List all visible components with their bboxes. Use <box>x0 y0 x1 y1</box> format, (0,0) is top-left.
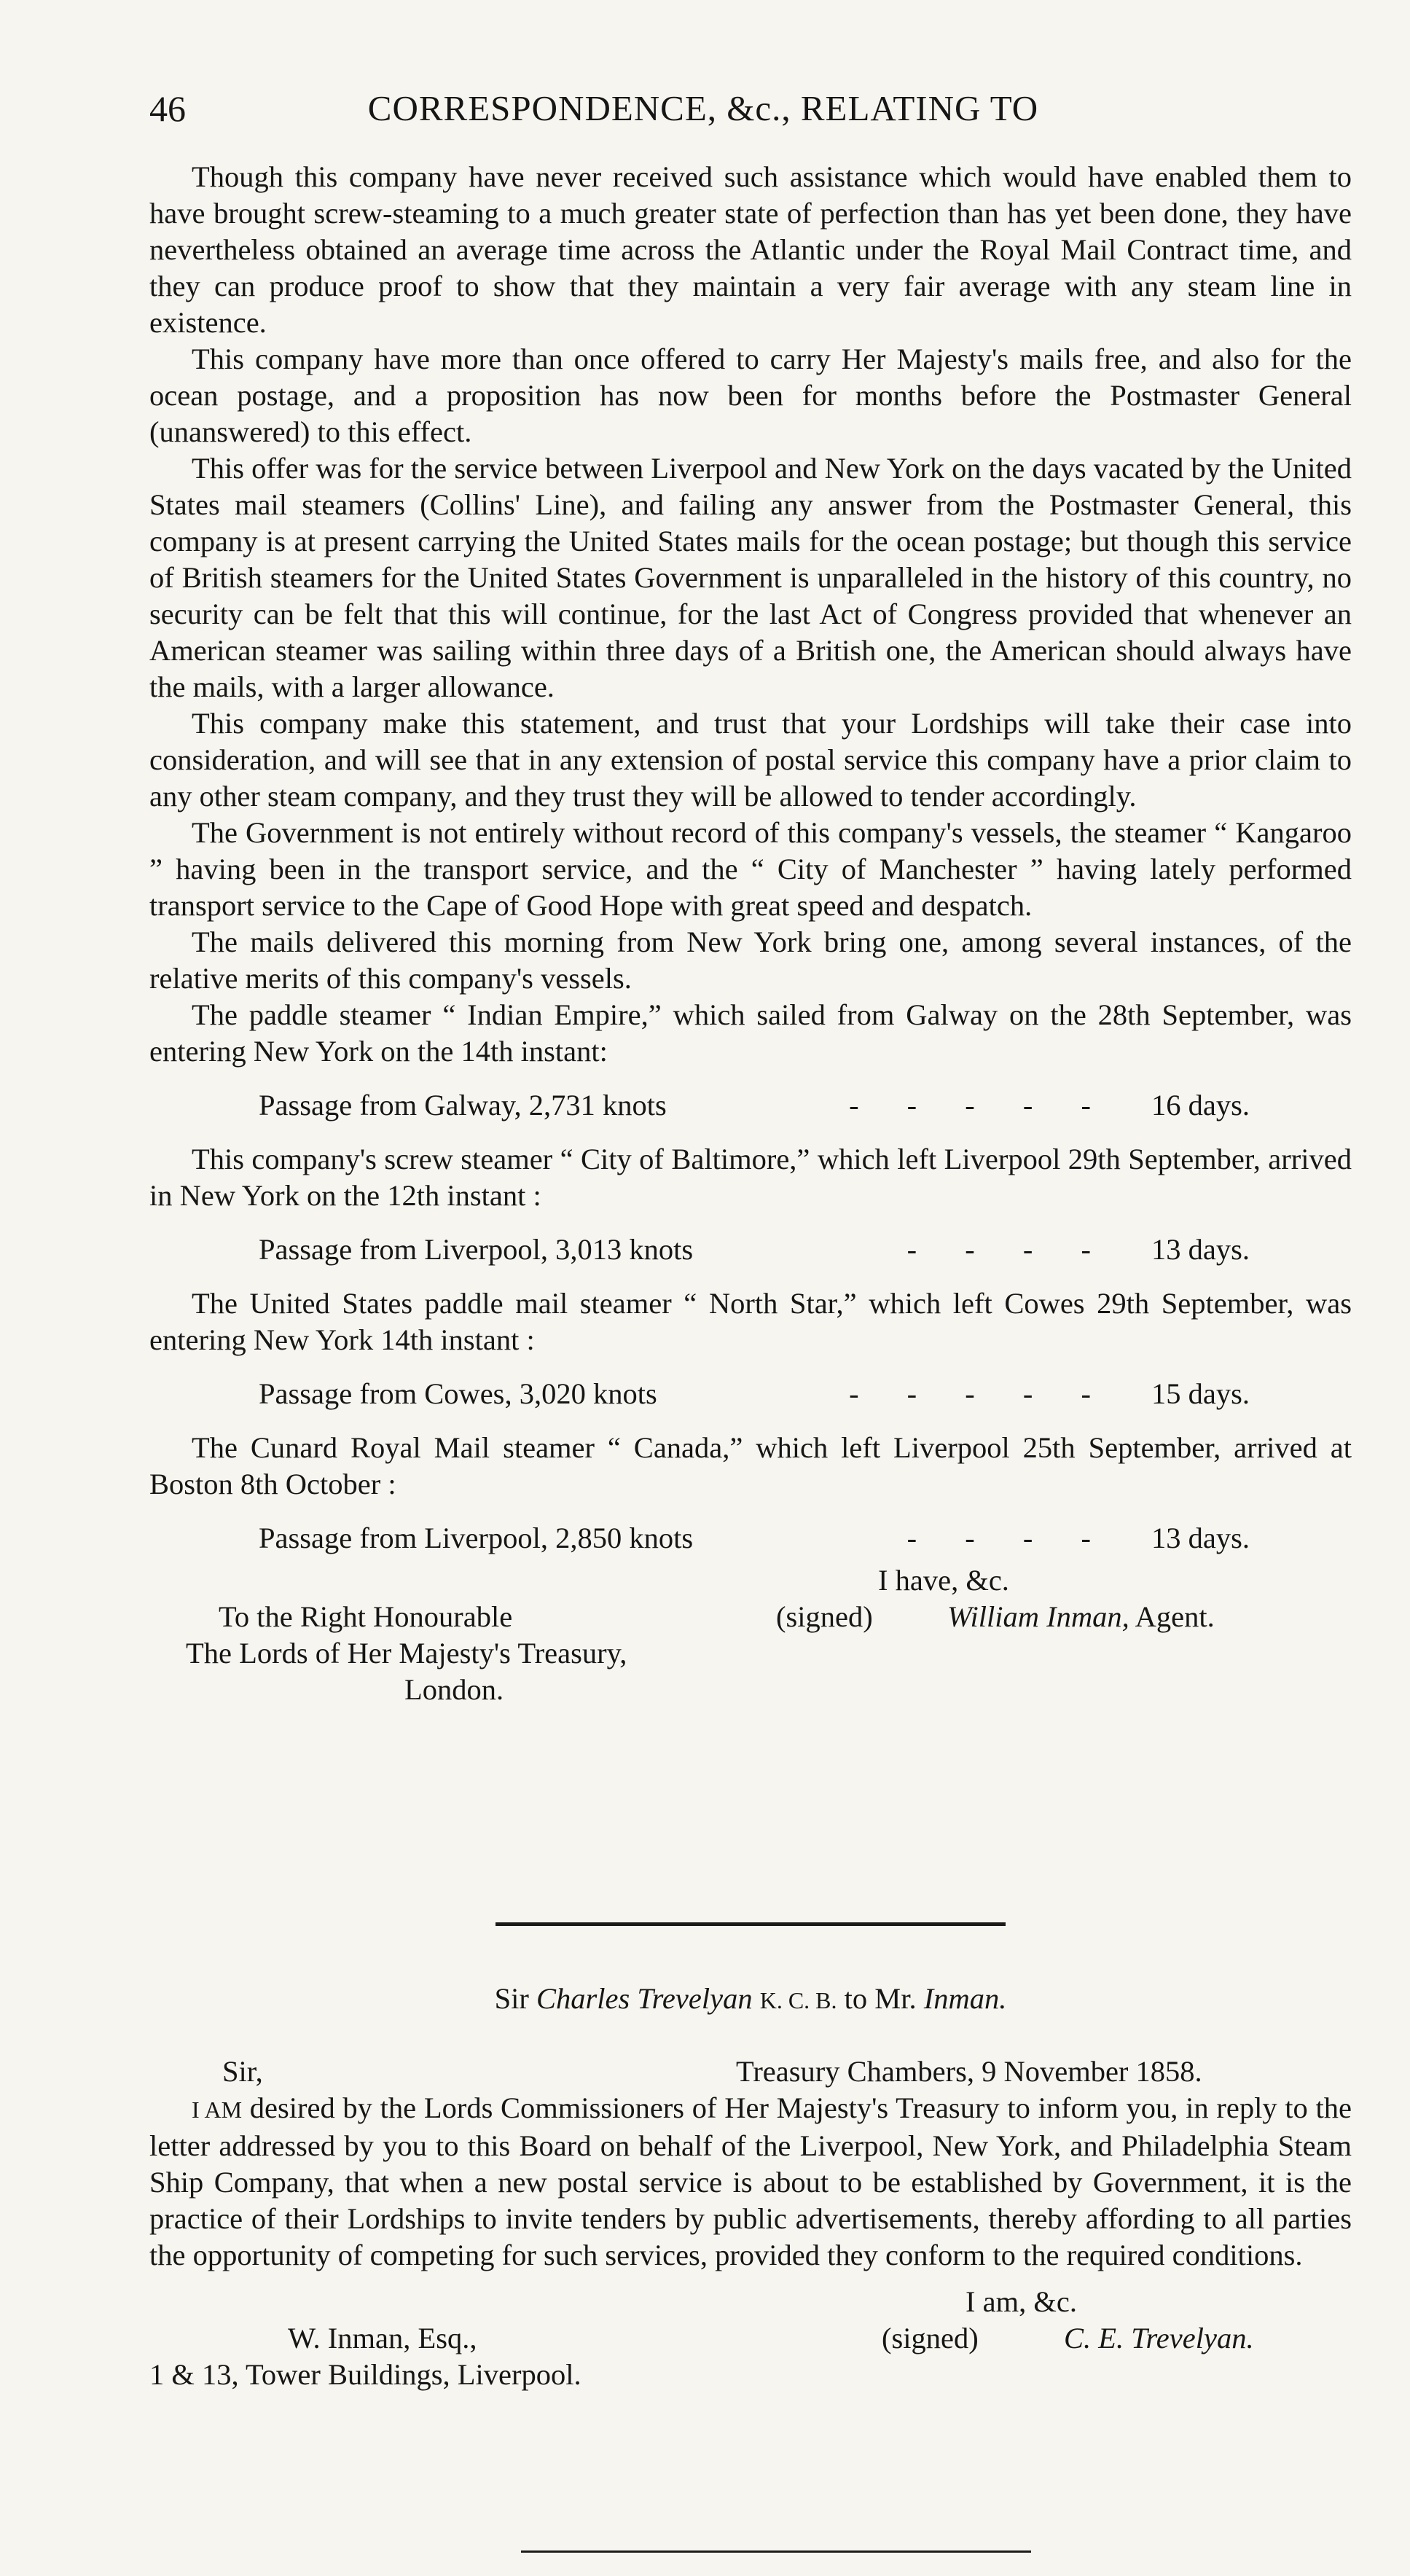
paragraph: Though this company have never received such assistance which would have enabled them to have brought screw-steaming to a much greater state of perfection than has yet been done, they have nevertheless obtained an average time across the Atlantic under the Royal Mail Contract time, and they can produce proof to show that they maintain a very fair average with any steam line in existence. <box>149 160 1352 339</box>
passage-days: 13 days. <box>1151 1233 1250 1266</box>
paragraph: The Cunard Royal Mail steamer “ Canada,” which left Liverpool 25th September, arrived at Boston 8th October : <box>149 1431 1352 1500</box>
running-title: CORRESPONDENCE, &c., RELATING TO <box>367 88 1039 128</box>
heading-to: to Mr. <box>844 1982 917 2015</box>
dateline: Treasury Chambers, 9 November 1858. <box>736 2055 1202 2088</box>
paragraph: The Government is not entirely without record of this company's vessels, the steamer “ Kangaroo ” having been in the transport service, and the “ City of Manchester ” having lately performed transport service to the Cape of Good Hope with great speed and despatch. <box>149 816 1352 922</box>
passage-days: 13 days. <box>1151 1522 1250 1554</box>
passage-route: Passage from Liverpool, 2,850 knots <box>259 1522 694 1554</box>
paragraph: This company make this statement, and trust that your Lordships will take their case into consideration, and will see that in any extension of postal service this company have a prior claim to any other steam company, and they trust they will be allowed to tender accordingly. <box>149 707 1352 813</box>
passage-route: Passage from Galway, 2,731 knots <box>259 1089 667 1121</box>
signatory <box>947 1599 1215 1635</box>
signatory-name: William Inman, <box>947 1600 1129 1633</box>
signatory-title: Agent. <box>1135 1600 1215 1633</box>
passage-route: Passage from Cowes, 3,020 knots <box>259 1377 657 1410</box>
addressee-line: 1 & 13, Tower Buildings, Liverpool. <box>149 2358 581 2391</box>
signed-label: (signed) <box>776 1600 873 1633</box>
signed-label: (signed) <box>882 2322 979 2354</box>
paragraph: This company's screw steamer “ City of Baltimore,” which left Liverpool 29th September, arrived in New York on the 12th instant : <box>149 1143 1352 1212</box>
letter2-heading <box>149 1981 1352 2019</box>
heading-word: Sir <box>494 1982 529 2015</box>
passage-line <box>259 1232 1250 1268</box>
section-rule <box>496 1922 1006 1926</box>
heading-sender: Charles Trevelyan <box>536 1982 753 2015</box>
passage-dashes: - - - - - <box>849 1089 1111 1121</box>
passage-line <box>259 1087 1250 1124</box>
heading-recipient: Inman. <box>923 1982 1007 2015</box>
paragraph: The United States paddle mail steamer “ North Star,” which left Cowes 29th September, was entering New York 14th instant : <box>149 1287 1352 1356</box>
closing-phrase: I have, &c. <box>878 1564 1009 1597</box>
passage-days: 16 days. <box>1151 1089 1250 1121</box>
passage-dashes: - - - - <box>906 1233 1111 1266</box>
page-header <box>149 87 1352 146</box>
heading-honour: K. C. B. <box>759 1987 837 2013</box>
addressee-line: W. Inman, Esq., <box>288 2322 477 2354</box>
paragraph: The mails delivered this morning from New York bring one, among several instances, of the relative merits of this company's vessels. <box>149 925 1352 995</box>
passage-line <box>259 1376 1250 1412</box>
salutation: Sir, <box>222 2055 263 2088</box>
paragraph: This offer was for the service between Liverpool and New York on the days vacated by the United States mail steamers (Collins' Line), and failing any answer from the Postmaster General, this company is at present carrying the United States mails for the ocean postage; but though this service of British steamers for the United States Government is unparalleled in the history of this country, no security can be felt that this will continue, for the last Act of Congress provided that whenever an American steamer was sailing within three days of a British one, the American should always have the mails, with a larger allowance. <box>149 452 1352 703</box>
passage-line <box>259 1520 1250 1557</box>
letter2-dateline-row <box>149 2054 1352 2090</box>
letter2-closing <box>149 2284 1352 2400</box>
paragraph: The paddle steamer “ Indian Empire,” which sailed from Galway on the 28th September, was entering New York on the 14th instant: <box>149 998 1352 1068</box>
addressee-line: To the Right Honourable <box>219 1600 513 1633</box>
paragraph: This company have more than once offered to carry Her Majesty's mails free, and also for the ocean postage, and a proposition has now been for months before the Postmaster General (unanswered) to this effect. <box>149 342 1352 448</box>
passage-dashes: - - - - - <box>849 1377 1111 1410</box>
addressee-line: London. <box>404 1673 504 1706</box>
page-number: 46 <box>149 88 186 129</box>
letter1-closing <box>149 1562 1352 1708</box>
page-body <box>149 159 1352 1708</box>
passage-days: 15 days. <box>1151 1377 1250 1410</box>
addressee-line: The Lords of Her Majesty's Treasury, <box>186 1637 627 1669</box>
signatory-name: C. E. Trevelyan. <box>1064 2322 1254 2354</box>
letter2-text: desired by the Lords Commissioners of Her Majesty's Treasury to inform you, in reply to the letter addressed by you to this Board on behalf of the Liverpool, New York, and Philadelphia Steam Ship Company, that when a new postal service is about to be established by Government, it is the practice of their Lordships to invite tenders by public advertisements, thereby affording to all parties the opportunity of competing for such services, provided they conform to the required conditions. <box>149 2091 1352 2271</box>
closing-phrase: I am, &c. <box>966 2285 1077 2318</box>
passage-route: Passage from Liverpool, 3,013 knots <box>259 1233 694 1266</box>
end-rule <box>521 2550 1031 2553</box>
letter2-body <box>149 2090 1352 2274</box>
letter2 <box>149 2054 1352 2400</box>
passage-dashes: - - - - <box>906 1522 1111 1554</box>
opening-words: I AM <box>192 2097 243 2123</box>
